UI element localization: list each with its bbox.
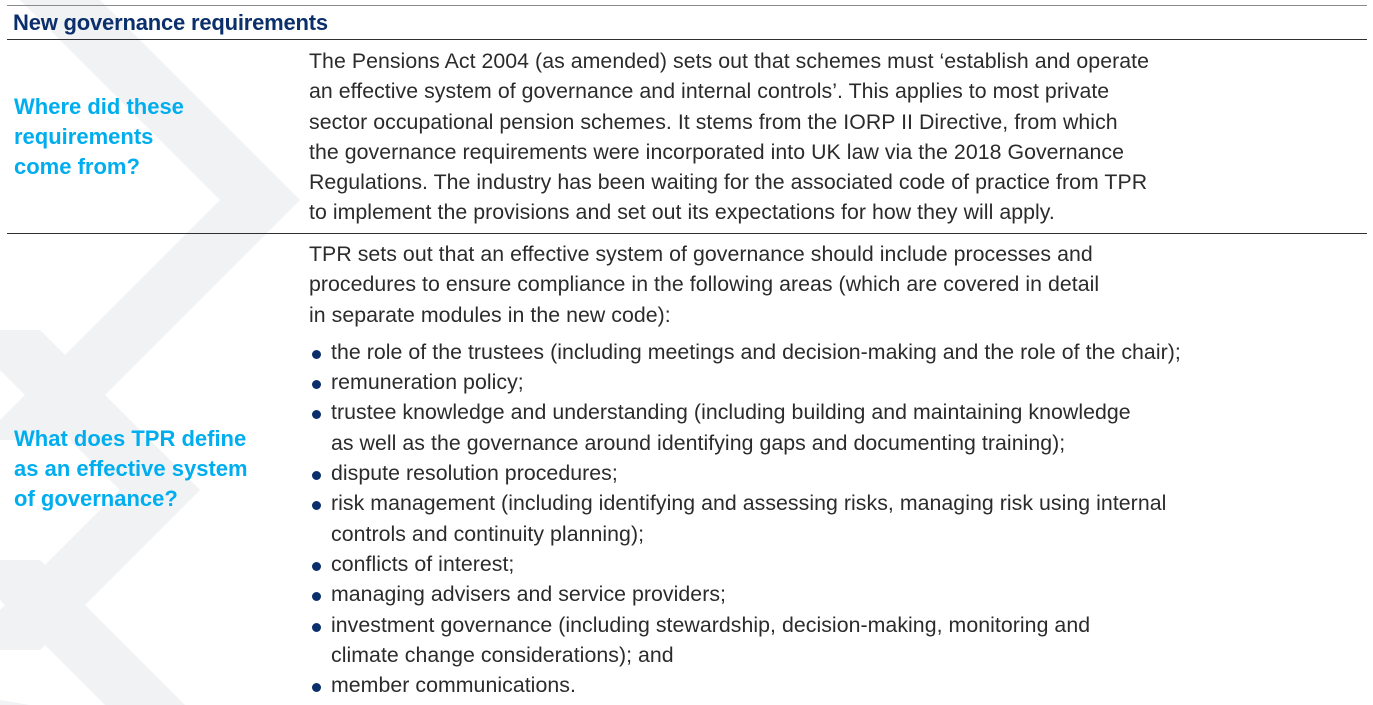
list-item-line: controls and continuity planning); [331,521,645,546]
bullet-icon [312,471,321,480]
bullet-icon [312,623,321,632]
bullet-icon [312,410,321,419]
governance-areas-list [309,337,1367,701]
list-item-line: dispute resolution procedures; [331,461,618,486]
list-item-line: managing advisers and service providers; [331,582,727,607]
table-row [7,40,1367,234]
answer-cell [303,40,1367,233]
answer-cell [303,234,1367,704]
list-item-line: as well as the governance around identifying gaps and documenting training); [331,430,1066,455]
question-cell [7,234,303,704]
bullet-icon [312,501,321,510]
table-row [7,234,1367,704]
paragraph-line: procedures to ensure compliance in the following areas (which are covered in detail [309,272,1100,297]
list-item [309,367,1367,397]
paragraph-line: The Pensions Act 2004 (as amended) sets out that schemes must ‘establish and operate [309,49,1149,73]
governance-table [7,5,1367,704]
list-item-line: remuneration policy; [331,370,524,395]
table-title-bar [7,5,1367,40]
answer-paragraph [309,46,1367,228]
question-cell [7,40,303,233]
list-item [309,458,1367,488]
list-item-line: risk management (including identifying and assessing risks, managing risk using internal [331,491,1167,516]
question-text [14,92,184,182]
list-item [309,670,1367,700]
bullet-icon [312,592,321,601]
question-text [14,424,248,514]
answer-paragraph [309,239,1367,330]
paragraph-line: sector occupational pension schemes. It stems from the IORP II Directive, from which [309,109,1118,134]
list-item-line: trustee knowledge and understanding (including building and maintaining knowledge [331,400,1131,425]
bullet-icon [312,562,321,571]
paragraph-line: Regulations. The industry has been waiting for the associated code of practice from TPR [309,170,1148,195]
list-item-line: the role of the trustees (including meetings and decision-making and the role of the chair); [331,339,1181,364]
question-line: as an effective system [14,456,248,481]
paragraph-line: to implement the provisions and set out its expectations for how they will apply. [309,200,1055,225]
bullet-icon [312,380,321,389]
list-item [309,610,1367,671]
paragraph-line: the governance requirements were incorporated into UK law via the 2018 Governance [309,139,1124,164]
table-title: New governance requirements [13,9,328,35]
list-item [309,579,1367,609]
question-line: come from? [14,153,140,179]
list-item-line: conflicts of interest; [331,551,515,576]
question-line: What does TPR define [14,426,247,451]
list-item-line: member communications. [331,673,576,698]
question-line: of governance? [14,486,178,511]
list-item [309,549,1367,579]
list-item-line: climate change considerations); and [331,642,674,667]
question-line: requirements [14,123,154,149]
list-item-line: investment governance (including stewardship, decision-making, monitoring and [331,612,1091,637]
question-line: Where did these [14,93,184,119]
paragraph-line: in separate modules in the new code): [309,302,671,327]
bullet-icon [312,683,321,692]
paragraph-line: TPR sets out that an effective system of governance should include processes and [309,242,1093,266]
paragraph-line: an effective system of governance and internal controls’. This applies to most private [309,79,1110,104]
list-item [309,488,1367,549]
list-item [309,337,1367,367]
bullet-icon [312,350,321,359]
list-item [309,397,1367,458]
